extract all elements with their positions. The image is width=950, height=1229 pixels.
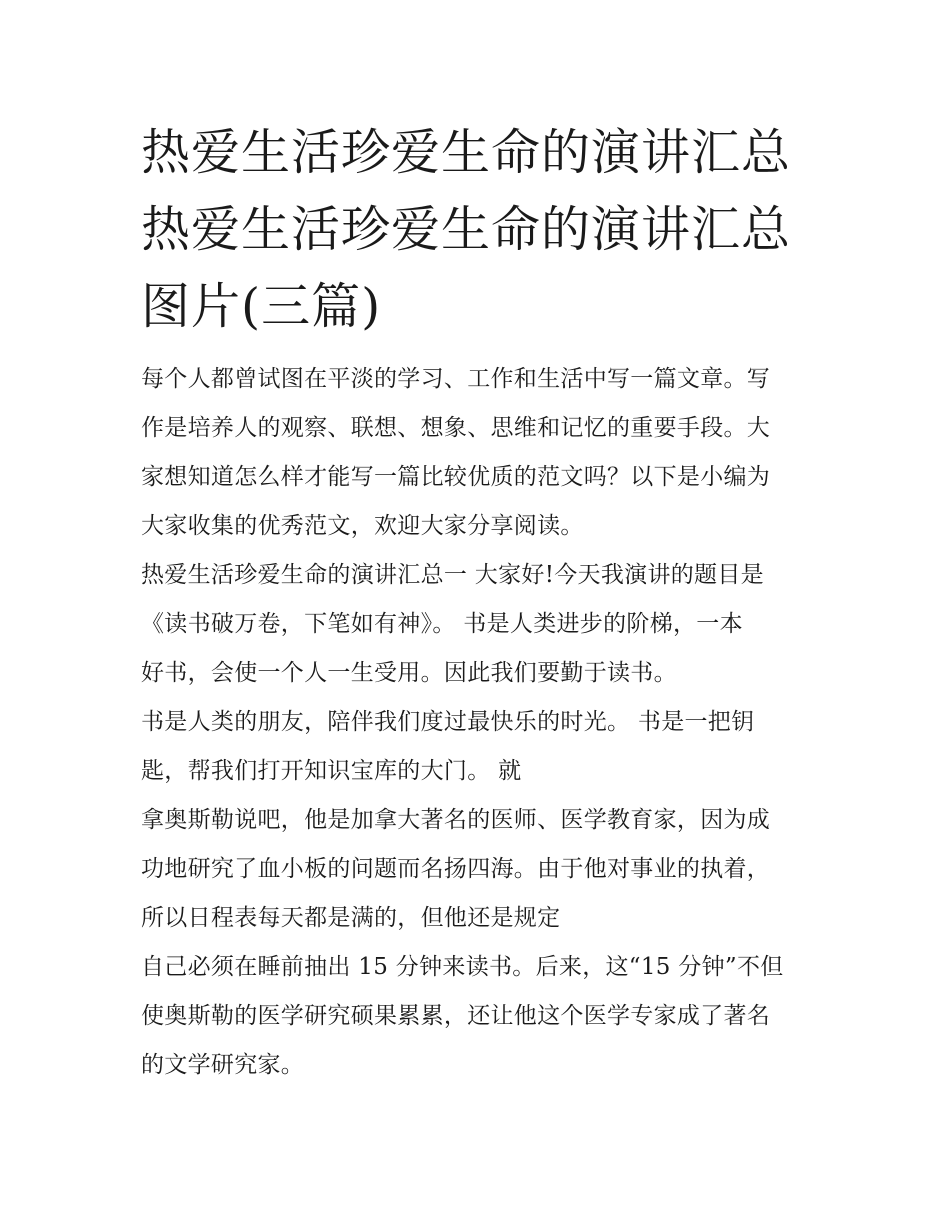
body-line: 拿奥斯勒说吧，他是加拿大著名的医师、医学教育家，因为成 [141,807,771,833]
document-body [141,355,821,1090]
body-line: 书是人类的朋友，陪伴我们度过最快乐的时光。 书是一把钥 [141,709,755,735]
body-line: 好书，会使一个人一生受用。因此我们要勤于读书。 [141,660,677,686]
body-line: 匙，帮我们打开知识宝库的大门。 就 [141,758,522,784]
body-line: 大家收集的优秀范文，欢迎大家分享阅读。 [141,513,584,539]
body-line: 功地研究了血小板的问题而名扬四海。由于他对事业的执着， [141,856,771,882]
body-line: 《读书破万卷，下笔如有神》。 书是人类进步的阶梯，一本 [141,611,743,637]
body-line: 热爱生活珍爱生命的演讲汇总一 大家好!今天我演讲的题目是 [141,562,764,588]
body-line: 每个人都曾试图在平淡的学习、工作和生活中写一篇文章。写 [141,366,771,392]
document-title [141,114,821,345]
body-line: 的文学研究家。 [141,1052,305,1078]
title-line: 图片(三篇) [141,278,382,335]
title-line: 热爱生活珍爱生命的演讲汇总 [141,124,792,181]
body-line: 自己必须在睡前抽出 15 分钟来读书。后来，这“15 分钟”不但 [141,954,784,980]
body-line: 所以日程表每天都是满的，但他还是规定 [141,905,561,931]
title-line: 热爱生活珍爱生命的演讲汇总 [141,201,792,258]
body-line: 使奥斯勒的医学研究硕果累累，还让他这个医学专家成了著名 [141,1003,771,1029]
body-line: 作是培养人的观察、联想、想象、思维和记忆的重要手段。大 [141,415,771,441]
body-line: 家想知道怎么样才能写一篇比较优质的范文吗？以下是小编为 [141,464,771,490]
